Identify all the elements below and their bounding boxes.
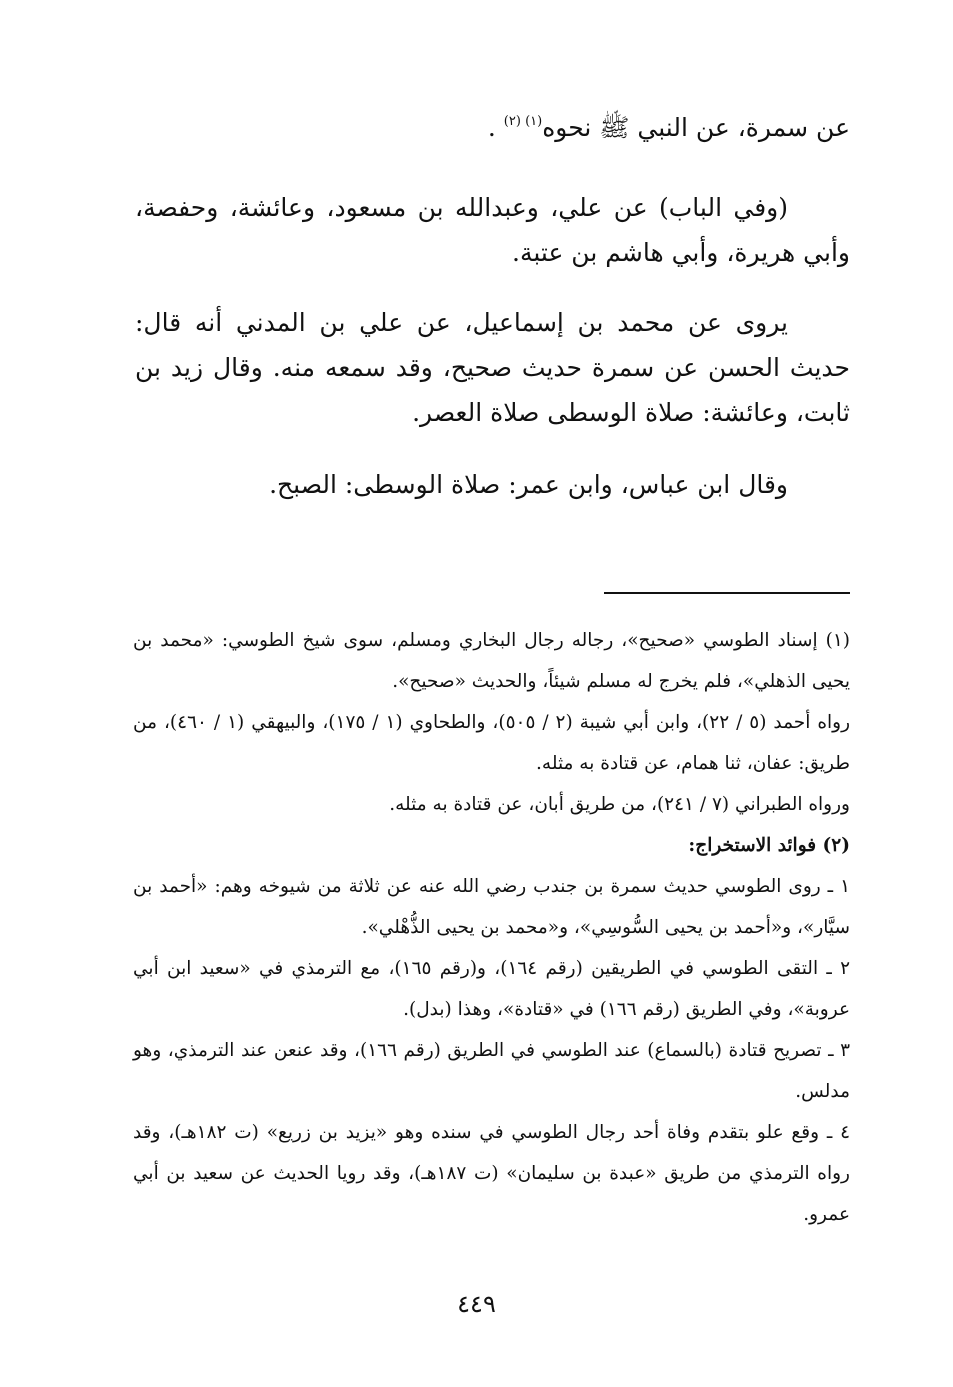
paragraph-2-text: (وفي الباب) عن علي، وعبدالله بن مسعود، وعائشة، وحفصة، وأبي هريرة، وأبي هاشم بن عتبة.	[135, 193, 850, 267]
paragraph-1-text: عن سمرة، عن النبي ﷺ نحوه	[542, 113, 850, 142]
footnote-2-item-4: ٤ ـ وقع علو بتقدم وفاة أحد رجال الطوسي في سنده وهو «يزيد بن زريع» (ت ١٨٢هـ)، وقد رواه الترمذي من طريق «عبدة بن سليمان» (ت ١٨٧هـ)، وقد رويا الحديث عن سعيد بن أبي عمرو.	[133, 1122, 850, 1225]
footnote-2-item-2: ٢ ـ التقى الطوسي في الطريقين (رقم ١٦٤)، و(رقم ١٦٥)، مع الترمذي في «سعيد ابن أبي عروبة»، وفي الطريق (رقم ١٦٦) في «قتادة»، وهذا (بدل).	[133, 958, 850, 1020]
paragraph-3	[135, 300, 850, 435]
paragraph-4	[135, 462, 850, 507]
footnote-1-text: (١) إسناد الطوسي «صحيح»، رجاله رجال البخاري ومسلم، سوى شيخ الطوسي: «محمد بن يحيى الذهلي»، فلم يخرج له مسلم شيئاً، والحديث «صحيح».	[133, 630, 850, 692]
paragraph-1	[135, 105, 850, 150]
paragraph-1-end: .	[487, 113, 504, 142]
footnote-2-item-1: ١ ـ روى الطوسي حديث سمرة بن جندب رضي الله عنه عن ثلاثة من شيوخه وهم: «أحمد بن سيَّار»، و«أحمد بن يحيى السُّوسِي»، و«محمد بن يحيى الذُّهْلي».	[133, 876, 850, 938]
footnotes	[133, 620, 850, 1235]
footnote-2-title: (٢) فوائد الاستخراج:	[688, 835, 850, 856]
paragraph-4-text: وقال ابن عباس، وابن عمر: صلاة الوسطى: الصبح.	[269, 470, 788, 499]
paragraph-3-text: يروى عن محمد بن إسماعيل، عن علي بن المدني أنه قال: حديث الحسن عن سمرة حديث صحيح، وقد سمعه منه. وقال زيد بن ثابت، وعائشة: صلاة الوسطى صلاة العصر.	[135, 308, 850, 427]
page-number: ٤٤٩	[457, 1290, 496, 1318]
paragraph-2	[135, 185, 850, 275]
footnote-divider	[604, 592, 850, 594]
footnote-refs[interactable]: (١) (٢)	[503, 114, 543, 129]
footnote-2-item-3: ٣ ـ تصريح قتادة (بالسماع) عند الطوسي في الطريق (رقم ١٦٦)، وقد عنعن عند الترمذي، وهو مدلس.	[133, 1040, 850, 1102]
footnote-1-sources: رواه أحمد (٥ / ٢٢)، وابن أبي شيبة (٢ / ٥٠٥)، والطحاوي (١ / ١٧٥)، والبيهقي (١ / ٤٦٠)، من طريق: عفان، ثنا همام، عن قتادة به مثله.	[133, 712, 851, 774]
footnote-1-tabarani: ورواه الطبراني (٧ / ٢٤١)، من طريق أبان، عن قتادة به مثله.	[389, 794, 850, 815]
